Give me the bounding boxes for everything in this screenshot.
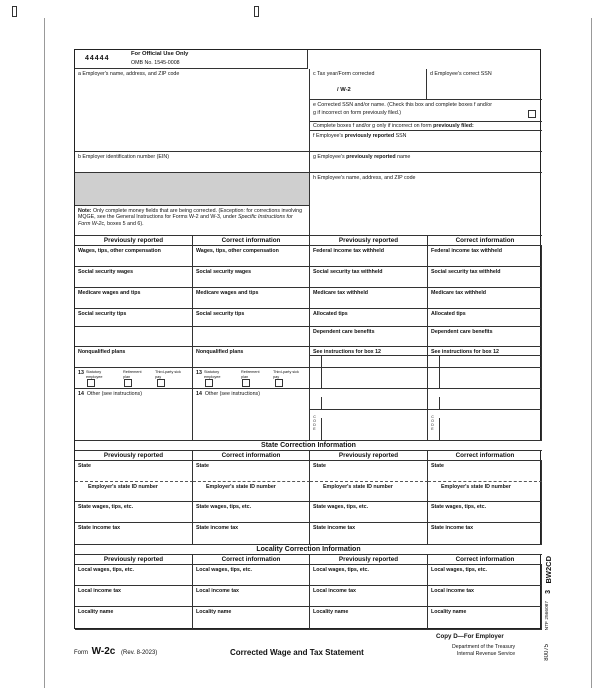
box-d-correct-ssn[interactable] xyxy=(427,69,542,100)
box-13-sickpay-2: Third-party sick pay xyxy=(273,370,299,379)
box-10-correct[interactable] xyxy=(428,327,542,347)
box-13-statutory-2: Statutory employee xyxy=(204,370,221,379)
box-14-label-2: Other (see instructions) xyxy=(204,391,260,397)
box-6-previous[interactable] xyxy=(310,288,428,309)
box-12-code-divider xyxy=(439,368,440,389)
box-8-previous-num: Allocated tips xyxy=(313,311,348,317)
box-e-checkbox[interactable] xyxy=(528,110,536,118)
state-box-16-col4-num: State wages, tips, etc. xyxy=(431,504,487,510)
box-7-previous-num: Social security tips xyxy=(78,311,127,317)
box-1-correct[interactable] xyxy=(193,246,310,267)
state-box-17-col4[interactable] xyxy=(428,523,542,545)
box-13-retirement-2: Retirement plan xyxy=(241,370,260,379)
local-box-18-col4-num: Local wages, tips, etc. xyxy=(431,567,487,573)
box-14-correct[interactable] xyxy=(193,389,310,441)
local-box-19-col4[interactable] xyxy=(428,586,542,607)
box-12a-previous-num: See instructions for box 12 xyxy=(313,349,381,355)
box-e-corrected-ssn-name xyxy=(310,100,542,122)
box-13-previous xyxy=(75,368,193,389)
box-3-correct[interactable] xyxy=(193,267,310,288)
box-g-label-bold: previously reported xyxy=(346,154,396,160)
box-b-ein[interactable] xyxy=(75,152,310,173)
box-13-retirement: Retirement plan xyxy=(123,370,142,379)
local-box-20-col2[interactable] xyxy=(193,607,310,630)
box-7-previous[interactable] xyxy=(75,309,193,327)
local-box-19-col2-num: Local income tax xyxy=(196,588,239,594)
local-box-18-col4[interactable] xyxy=(428,565,542,586)
box-13-num: 13 xyxy=(78,370,84,376)
box-12-code-divider xyxy=(439,418,440,441)
state-col-header-2: Correct information xyxy=(193,451,310,461)
state-box-15-col3-num: State xyxy=(313,463,326,469)
state-box-16-col1-num: State wages, tips, etc. xyxy=(78,504,134,510)
col-header-1: Previously reported xyxy=(75,236,193,246)
box-7-correct-num: Social security tips xyxy=(196,311,245,317)
locality-section-title: Locality Correction Information xyxy=(75,545,542,555)
state-section-title: State Correction Information xyxy=(75,441,542,451)
box-e-instruction-text: Complete boxes f and/or g only if incorrect on form xyxy=(313,123,432,129)
form-header xyxy=(75,50,308,69)
box-2-previous[interactable] xyxy=(310,246,428,267)
box-11-correct-num: Nonqualified plans xyxy=(196,349,244,355)
side-number: 3 xyxy=(545,590,552,594)
box-12-code-label: C O D E xyxy=(313,415,316,431)
state-col-header-3: Previously reported xyxy=(310,451,428,461)
note-label: Note: xyxy=(78,208,92,214)
box-6-correct[interactable] xyxy=(428,288,542,309)
box-13-num-2: 13 xyxy=(196,370,202,376)
box-f-label-end: SSN xyxy=(395,133,407,139)
note-text: Only complete money fields that are being corrected. (Exception: for corrections involving MQGE, see the General Instructions for Forms W-2 and W-3, under xyxy=(78,208,303,221)
box-3-correct-num: Social security wages xyxy=(196,269,252,275)
state-box-id-col1[interactable] xyxy=(75,482,193,502)
box-12a-correct-num: See instructions for box 12 xyxy=(431,349,499,355)
side-ntf: NTF 2566087 xyxy=(545,601,550,631)
box-3-previous[interactable] xyxy=(75,267,193,288)
col-header-4: Correct information xyxy=(428,236,542,246)
state-box-id-col3-num: Employer's state ID number xyxy=(323,484,393,490)
state-box-17-col3-num: State income tax xyxy=(313,525,356,531)
box-7-correct[interactable] xyxy=(193,309,310,327)
box-f-label-bold: previously reported xyxy=(344,133,395,139)
box-13-sickpay-checkbox[interactable] xyxy=(157,379,165,387)
state-box-id-col2[interactable] xyxy=(193,482,310,502)
box-g-label: g Employee's xyxy=(313,154,345,160)
box-14-num-2: 14 xyxy=(196,391,202,397)
box-13-retirement-checkbox-2[interactable] xyxy=(242,379,250,387)
state-box-16-col4[interactable] xyxy=(428,502,542,523)
box-c-suffix: / W-2 xyxy=(337,87,351,94)
box-c-tax-year[interactable] xyxy=(310,69,427,100)
box-10-correct-num: Dependent care benefits xyxy=(431,329,493,335)
local-box-19-col4-num: Local income tax xyxy=(431,588,474,594)
box-9-correct[interactable] xyxy=(193,327,310,347)
state-box-15-col3[interactable] xyxy=(310,461,428,482)
box-6-previous-num: Medicare tax withheld xyxy=(313,290,369,296)
state-col-header-4: Correct information xyxy=(428,451,542,461)
header-blank xyxy=(308,50,542,69)
box-b-label: b Employer identification number (EIN) xyxy=(78,154,169,160)
box-12c-previous[interactable] xyxy=(310,389,428,410)
box-12d-previous[interactable] xyxy=(310,410,428,441)
shaded-area xyxy=(75,173,310,206)
box-12a-code-divider xyxy=(321,356,322,368)
local-box-20-col3-num: Locality name xyxy=(313,609,349,615)
box-4-previous-num: Social security tax withheld xyxy=(313,269,383,275)
note-italic: Specific Instructions for Form W-2c, xyxy=(78,214,293,227)
box-13-statutory: Statutory employee xyxy=(86,370,103,379)
box-5-previous-num: Medicare wages and tips xyxy=(78,290,141,296)
box-12-code-divider xyxy=(321,418,322,441)
box-3-previous-num: Social security wages xyxy=(78,269,134,275)
alignment-mark-left xyxy=(12,6,17,17)
department-line2: Internal Revenue Service xyxy=(456,650,516,657)
local-box-18-col2-num: Local wages, tips, etc. xyxy=(196,567,252,573)
box-6-correct-num: Medicare tax withheld xyxy=(431,290,487,296)
box-12b-correct[interactable] xyxy=(428,368,542,389)
local-box-18-col3[interactable] xyxy=(310,565,428,586)
box-f-previous-ssn[interactable] xyxy=(310,131,542,152)
state-box-15-col2-num: State xyxy=(196,463,209,469)
box-11-correct[interactable] xyxy=(193,347,310,368)
box-h-employee-address[interactable] xyxy=(310,173,542,236)
form-number: 44444 xyxy=(85,55,110,62)
box-2-correct-num: Federal income tax withheld xyxy=(431,248,502,254)
box-4-correct-num: Social security tax withheld xyxy=(431,269,501,275)
official-use-label: For Official Use Only xyxy=(131,51,189,57)
local-box-19-col1[interactable] xyxy=(75,586,193,607)
state-box-16-col1[interactable] xyxy=(75,502,193,523)
form-label: Form xyxy=(74,650,88,656)
department-block xyxy=(452,644,515,657)
form-footer-left xyxy=(74,646,157,657)
department-line1: Department of the Treasury xyxy=(452,644,516,650)
side-code: BW2CD xyxy=(544,556,553,584)
box-14-previous[interactable] xyxy=(75,389,193,441)
col-header-3: Previously reported xyxy=(310,236,428,246)
local-box-20-col1-num: Locality name xyxy=(78,609,114,615)
state-box-17-col1[interactable] xyxy=(75,523,193,545)
box-12a-entry[interactable] xyxy=(310,355,427,367)
box-12c-correct[interactable] xyxy=(428,389,542,410)
box-g-label-end: name xyxy=(397,154,411,160)
box-13-sickpay: Third-party sick pay xyxy=(155,370,181,379)
box-12a-correct[interactable] xyxy=(428,347,542,368)
local-box-20-col3[interactable] xyxy=(310,607,428,630)
state-box-15-col4-num: State xyxy=(431,463,444,469)
box-9-previous[interactable] xyxy=(75,327,193,347)
state-box-17-col1-num: State income tax xyxy=(78,525,121,531)
box-e-instruction xyxy=(310,122,542,131)
box-e-instruction-bold: previously filed: xyxy=(433,123,474,129)
side-bottom-number: 80075 xyxy=(544,644,550,661)
box-1-previous[interactable] xyxy=(75,246,193,267)
box-12-code-divider xyxy=(321,368,322,389)
box-5-correct[interactable] xyxy=(193,288,310,309)
box-8-correct[interactable] xyxy=(428,309,542,327)
local-col-header-1: Previously reported xyxy=(75,555,193,565)
form-name: W-2c xyxy=(91,646,116,657)
state-box-id-col3[interactable] xyxy=(310,482,428,502)
box-c-label: c Tax year/Form corrected xyxy=(313,71,375,77)
box-e-line1: e Corrected SSN and/or name. (Check this box and complete boxes f and/or xyxy=(313,102,493,108)
box-13-sickpay-checkbox-2[interactable] xyxy=(275,379,283,387)
local-box-18-col2[interactable] xyxy=(193,565,310,586)
box-12-code-divider xyxy=(321,397,322,410)
box-2-correct[interactable] xyxy=(428,246,542,267)
col-header-2: Correct information xyxy=(193,236,310,246)
box-12a-previous[interactable] xyxy=(310,347,428,368)
local-box-20-col2-num: Locality name xyxy=(196,609,232,615)
box-12d-correct[interactable] xyxy=(428,410,542,441)
box-11-previous-num: Nonqualified plans xyxy=(78,349,126,355)
state-box-17-col4-num: State income tax xyxy=(431,525,474,531)
note-end: boxes 5 and 6). xyxy=(107,220,144,227)
note-box xyxy=(75,206,310,236)
box-12a-code-divider xyxy=(439,356,440,368)
box-12-code-divider xyxy=(439,397,440,410)
state-box-15-col4[interactable] xyxy=(428,461,542,482)
box-12a-entry[interactable] xyxy=(428,355,541,367)
state-box-id-col4-num: Employer's state ID number xyxy=(441,484,511,490)
box-a-employer-name[interactable] xyxy=(75,69,310,152)
w2c-form xyxy=(74,49,541,629)
box-13-statutory-checkbox-2[interactable] xyxy=(205,379,213,387)
box-12b-previous[interactable] xyxy=(310,368,428,389)
local-col-header-4: Correct information xyxy=(428,555,542,565)
box-a-label: a Employer's name, address, and ZIP code xyxy=(78,71,180,77)
box-8-previous[interactable] xyxy=(310,309,428,327)
box-13-statutory-checkbox[interactable] xyxy=(87,379,95,387)
local-box-20-col1[interactable] xyxy=(75,607,193,630)
state-box-id-col4[interactable] xyxy=(428,482,542,502)
copy-label: Copy D—For Employer xyxy=(436,633,504,640)
box-2-previous-num: Federal income tax withheld xyxy=(313,248,384,254)
local-box-19-col1-num: Local income tax xyxy=(78,588,121,594)
local-box-20-col4-num: Locality name xyxy=(431,609,467,615)
local-col-header-3: Previously reported xyxy=(310,555,428,565)
omb-number: OMB No. 1545-0008 xyxy=(131,60,180,66)
state-box-17-col3[interactable] xyxy=(310,523,428,545)
state-box-15-col2[interactable] xyxy=(193,461,310,482)
box-14-label: Other (see instructions) xyxy=(86,391,142,397)
box-5-previous[interactable] xyxy=(75,288,193,309)
box-4-previous[interactable] xyxy=(310,267,428,288)
local-col-header-2: Correct information xyxy=(193,555,310,565)
state-box-15-col1[interactable] xyxy=(75,461,193,482)
local-box-19-col3[interactable] xyxy=(310,586,428,607)
box-14-num: 14 xyxy=(78,391,84,397)
box-h-label: h Employee's name, address, and ZIP code xyxy=(313,175,416,181)
state-box-17-col2[interactable] xyxy=(193,523,310,545)
local-box-19-col2[interactable] xyxy=(193,586,310,607)
box-1-previous-num: Wages, tips, other compensation xyxy=(78,248,161,254)
box-5-correct-num: Medicare wages and tips xyxy=(196,290,259,296)
state-box-id-col1-num: Employer's state ID number xyxy=(88,484,158,490)
box-12-code-label: C O D E xyxy=(431,415,434,431)
state-box-15-col1-num: State xyxy=(78,463,91,469)
state-box-16-col3-num: State wages, tips, etc. xyxy=(313,504,369,510)
box-e-line2: g if incorrect on form previously filed.) xyxy=(313,110,402,117)
box-f-label: f Employee's xyxy=(313,133,344,139)
local-box-18-col3-num: Local wages, tips, etc. xyxy=(313,567,369,573)
state-box-16-col3[interactable] xyxy=(310,502,428,523)
state-box-id-col2-num: Employer's state ID number xyxy=(206,484,276,490)
state-box-16-col2[interactable] xyxy=(193,502,310,523)
box-13-retirement-checkbox[interactable] xyxy=(124,379,132,387)
box-13-correct xyxy=(193,368,310,389)
form-revision: (Rev. 8-2023) xyxy=(121,650,158,656)
box-d-label: d Employee's correct SSN xyxy=(430,71,492,77)
local-box-19-col3-num: Local income tax xyxy=(313,588,356,594)
local-box-18-col1[interactable] xyxy=(75,565,193,586)
form-title: Corrected Wage and Tax Statement xyxy=(230,648,364,657)
local-box-18-col1-num: Local wages, tips, etc. xyxy=(78,567,134,573)
state-col-header-1: Previously reported xyxy=(75,451,193,461)
box-10-previous-num: Dependent care benefits xyxy=(313,329,375,335)
local-box-20-col4[interactable] xyxy=(428,607,542,630)
box-11-previous[interactable] xyxy=(75,347,193,368)
box-1-correct-num: Wages, tips, other compensation xyxy=(196,248,279,254)
state-box-17-col2-num: State income tax xyxy=(196,525,239,531)
box-4-correct[interactable] xyxy=(428,267,542,288)
alignment-mark-right xyxy=(254,6,259,17)
box-10-previous[interactable] xyxy=(310,327,428,347)
state-box-16-col2-num: State wages, tips, etc. xyxy=(196,504,252,510)
box-8-correct-num: Allocated tips xyxy=(431,311,466,317)
box-g-previous-name[interactable] xyxy=(310,152,542,173)
